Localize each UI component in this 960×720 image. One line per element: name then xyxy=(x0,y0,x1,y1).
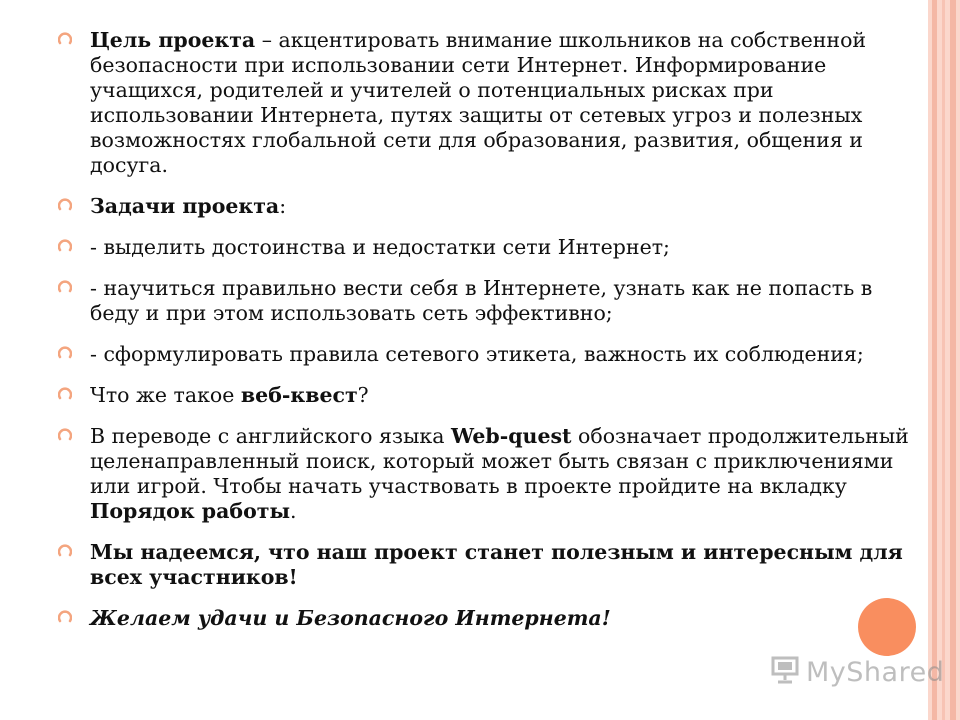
watermark xyxy=(770,652,944,692)
item-text: Задачи проекта xyxy=(90,194,280,218)
arc-bullet-icon xyxy=(58,346,72,360)
bullet-item xyxy=(56,194,916,219)
bullet-item xyxy=(56,235,916,260)
item-text: - сформулировать правила сетевого этикета, важность их соблюдения; xyxy=(90,342,864,366)
stripe xyxy=(942,0,945,720)
item-text: Цель проекта xyxy=(90,28,256,52)
bullet-item xyxy=(56,276,916,326)
slide-body xyxy=(56,28,916,647)
arc-bullet-icon xyxy=(58,239,72,253)
stripe xyxy=(950,0,956,720)
item-text: В переводе с английского языка xyxy=(90,424,451,448)
arc-bullet-icon xyxy=(58,198,72,212)
bullet-item xyxy=(56,424,916,524)
arc-bullet-icon xyxy=(58,32,72,46)
item-text: веб-квест xyxy=(240,383,358,407)
decorative-stripes xyxy=(928,0,960,720)
item-text: Мы надеемся, что наш проект станет полезным и интересным для всех участников! xyxy=(90,540,903,589)
arc-bullet-icon xyxy=(58,280,72,294)
bullet-item xyxy=(56,606,916,631)
item-text: : xyxy=(279,194,287,218)
arc-bullet-icon xyxy=(58,610,72,624)
item-text: . xyxy=(290,499,297,523)
arc-bullet-icon xyxy=(58,387,72,401)
decorative-circle xyxy=(858,598,916,656)
stripe xyxy=(932,0,937,720)
arc-bullet-icon xyxy=(58,544,72,558)
arc-bullet-icon xyxy=(58,428,72,442)
projector-screen-icon xyxy=(770,655,800,689)
item-text: Желаем удачи и Безопасного Интернета! xyxy=(90,606,611,630)
bullet-item xyxy=(56,28,916,178)
item-text: Что же такое xyxy=(90,383,241,407)
item-text: обозначает продолжительный целенаправленный поиск, который может быть связан с приключениями или игрой. Чтобы начать участвовать в проекте пройдите на вкладку xyxy=(90,424,909,498)
item-text: - выделить достоинства и недостатки сети Интернет; xyxy=(90,235,670,259)
bullet-item xyxy=(56,342,916,367)
watermark-text: MyShared xyxy=(806,656,945,688)
item-text: ? xyxy=(357,383,369,407)
bullet-item xyxy=(56,383,916,408)
item-text: Web-quest xyxy=(450,424,572,448)
item-text: - научиться правильно вести себя в Интернете, узнать как не попасть в беду и при этом использовать сеть эффективно; xyxy=(90,276,873,325)
bullet-item xyxy=(56,540,916,590)
item-text: Порядок работы xyxy=(90,499,291,523)
item-text: – акцентировать внимание школьников на собственной безопасности при использовании сети Интернет. Информирование учащихся, родителей и учителей о потенциальных рисках при использовании Интернета, путях защиты от сетевых угроз и полезных возможностях глобальной сети для образования, развития, общения и досуга. xyxy=(90,28,867,177)
